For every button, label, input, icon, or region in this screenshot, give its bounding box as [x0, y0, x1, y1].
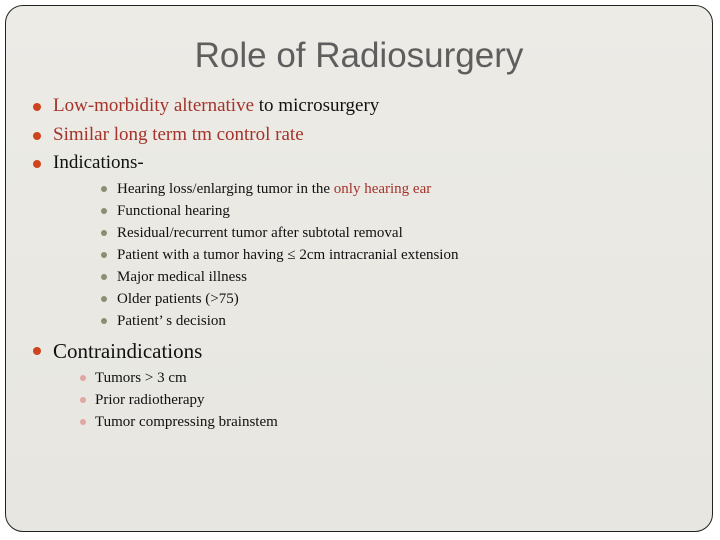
bullet-dot-icon: [33, 132, 41, 140]
list-item: [6, 222, 458, 244]
bullet-dot-icon: [101, 318, 107, 324]
bullet-dot-icon: [101, 252, 107, 258]
bullet-dot-icon: [80, 397, 86, 403]
list-item: [6, 244, 458, 266]
list-item-text: Residual/recurrent tumor after subtotal removal: [117, 224, 403, 241]
bullet-dot-icon: [80, 419, 86, 425]
list-item: [6, 200, 458, 222]
list-item-text: Hearing loss/enlarging tumor in the: [117, 180, 334, 197]
bullet-list: [6, 92, 458, 433]
bullet-dot-icon: [101, 274, 107, 280]
bullet-control-rate: [6, 121, 458, 150]
bullet-dot-icon: [101, 186, 107, 192]
highlight-text: only hearing ear: [333, 180, 432, 197]
highlight-text: Similar long term tm control rate: [53, 123, 304, 145]
list-item-text: Patient with a tumor having ≤ 2cm intracranial extension: [117, 246, 459, 263]
list-item: [6, 310, 458, 332]
bullet-dot-icon: [101, 230, 107, 236]
indications-label: Indications-: [53, 152, 144, 173]
contraindications-label: Contraindications: [53, 338, 203, 363]
list-item-text: Prior radiotherapy: [95, 391, 205, 408]
list-item: [6, 389, 458, 411]
list-item: [6, 411, 458, 433]
bullet-text: to microsurgery: [254, 95, 380, 116]
list-item-text: Older patients (>75): [117, 290, 239, 307]
list-item-text: Tumor compressing brainstem: [95, 413, 278, 430]
bullet-low-morbidity: [6, 92, 458, 121]
slide: [5, 5, 713, 532]
highlight-text: Low-morbidity alternative: [53, 95, 255, 116]
list-item-text: Patient’ s decision: [117, 312, 226, 329]
bullet-dot-icon: [101, 208, 107, 214]
contraindications-sublist: [6, 367, 458, 433]
bullet-dot-icon: [33, 160, 41, 168]
list-item: [6, 266, 458, 288]
bullet-dot-icon: [33, 347, 41, 355]
list-item: [6, 367, 458, 389]
bullet-dot-icon: [101, 296, 107, 302]
list-item-text: Tumors > 3 cm: [95, 369, 187, 386]
bullet-dot-icon: [33, 103, 41, 111]
bullet-indications: [6, 149, 458, 178]
list-item-text: Functional hearing: [117, 202, 230, 219]
list-item: [6, 288, 458, 310]
slide-title: Role of Radiosurgery: [194, 36, 524, 75]
indications-sublist: [6, 178, 458, 332]
list-item-text: Major medical illness: [117, 268, 247, 285]
bullet-contraindications: [6, 335, 458, 367]
bullet-dot-icon: [80, 375, 86, 381]
list-item: [6, 178, 458, 200]
